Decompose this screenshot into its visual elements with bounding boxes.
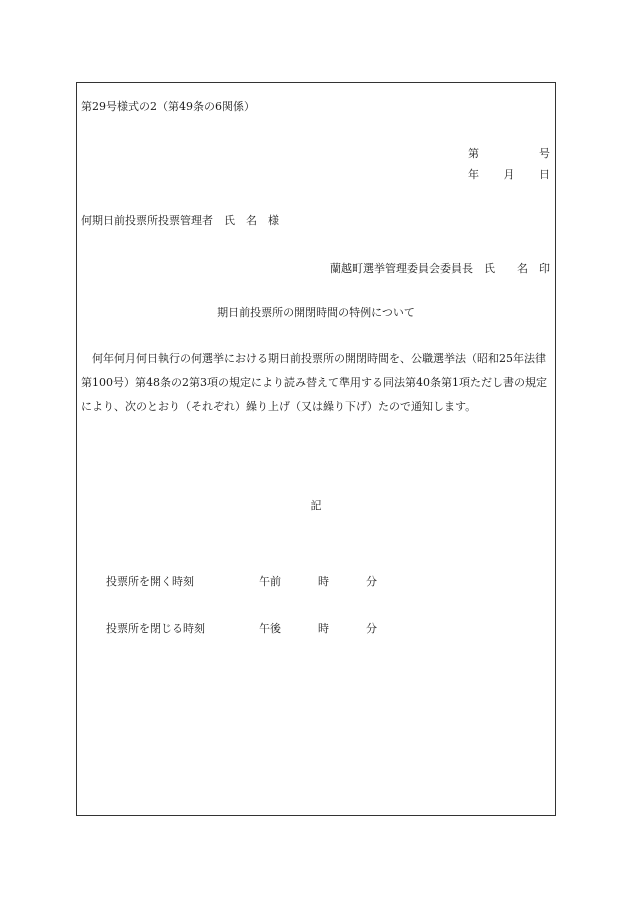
close-time-label: 投票所を閉じる時刻: [106, 622, 205, 635]
ki-heading: 記: [310, 499, 322, 512]
number-prefix: 第: [468, 147, 479, 160]
addressee: 何期日前投票所投票管理者 氏 名 様: [81, 214, 279, 227]
document-date: [468, 168, 550, 182]
open-time-hour: 時: [318, 575, 329, 588]
open-time-label: 投票所を開く時刻: [106, 575, 194, 588]
sender: 蘭越町選挙管理委員会委員長 氏 名 印: [330, 262, 550, 275]
date-year: 年: [468, 168, 479, 181]
number-suffix: 号: [539, 147, 550, 160]
body-paragraph: 何年何月何日執行の何選挙における期日前投票所の開閉時間を、公職選挙法（昭和25年法律第100号）第48条の2第3項の規定により読み替えて準用する同法第40条第1項ただし書の規定により、次のとおり（それぞれ）繰り上げ（又は繰り下げ）たので通知します。: [81, 352, 547, 413]
document-number: [468, 147, 550, 161]
open-time-ampm: 午前: [259, 575, 281, 588]
form-number: 第29号様式の2（第49条の6関係）: [81, 100, 255, 113]
document-frame: [76, 82, 556, 816]
close-time-minute: 分: [366, 622, 377, 635]
open-time-minute: 分: [366, 575, 377, 588]
date-month: 月: [503, 168, 515, 181]
close-time-ampm: 午後: [259, 622, 281, 635]
date-day: 日: [539, 168, 550, 181]
subject-title: 期日前投票所の開閉時間の特例について: [217, 306, 415, 319]
close-time-hour: 時: [318, 622, 329, 635]
